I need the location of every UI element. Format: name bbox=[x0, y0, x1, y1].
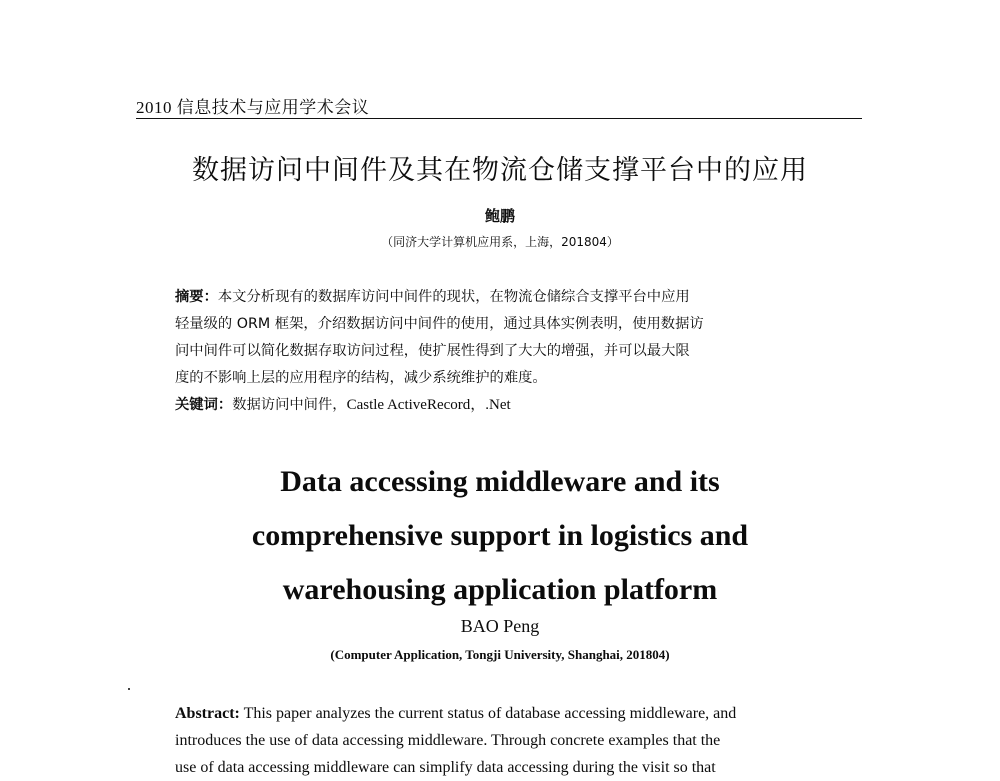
en-abstract-label: Abstract: bbox=[175, 705, 240, 722]
running-header: 2010 信息技术与应用学术会议 bbox=[136, 98, 370, 117]
en-title-line: warehousing application platform bbox=[282, 573, 718, 606]
header-rule bbox=[136, 118, 862, 119]
en-abstract-line: use of data accessing middleware can simplify data accessing during the visit so that bbox=[175, 759, 716, 776]
en-abstract bbox=[175, 700, 835, 781]
en-paper-title bbox=[0, 455, 1000, 617]
zh-abstract-line: 问中间件可以简化数据存取访问过程，使扩展性得到了大大的增强，并可以最大限 bbox=[175, 343, 690, 359]
zh-abstract-label: 摘要： bbox=[175, 289, 218, 305]
zh-keywords-label: 关键词： bbox=[175, 397, 233, 413]
en-abstract-line: introduces the use of data accessing middleware. Through concrete examples that the bbox=[175, 732, 721, 749]
en-abstract-line bbox=[175, 700, 835, 727]
zh-keywords-text: 数据访问中间件， bbox=[232, 397, 347, 413]
scan-speck bbox=[128, 688, 130, 690]
zh-author: 鲍鹏 bbox=[484, 207, 515, 225]
zh-abstract-text: 本文分析现有的数据库访问中间件的现状，在物流仓储综合支撑平台中应用 bbox=[217, 289, 690, 305]
en-author: BAO Peng bbox=[460, 616, 540, 636]
zh-keywords-latin: Castle ActiveRecord，.Net bbox=[346, 397, 511, 413]
en-title-line: Data accessing middleware and its bbox=[280, 465, 720, 498]
zh-abstract-line: 轻量级的 ORM 框架，介绍数据访问中间件的使用，通过具体实例表明，使用数据访 bbox=[175, 316, 704, 332]
en-abstract-text: This paper analyzes the current status of database accessing middleware, and bbox=[239, 705, 737, 722]
zh-abstract-line: 度的不影响上层的应用程序的结构，减少系统维护的难度。 bbox=[175, 370, 547, 386]
en-title-line: comprehensive support in logistics and bbox=[251, 519, 749, 552]
zh-abstract-line bbox=[175, 284, 830, 311]
zh-abstract bbox=[175, 284, 830, 419]
zh-affiliation: （同济大学计算机应用系，上海，201804） bbox=[381, 235, 619, 249]
zh-paper-title: 数据访问中间件及其在物流仓储支撑平台中的应用 bbox=[192, 155, 808, 186]
en-affiliation: (Computer Application, Tongji University, Shanghai, 201804) bbox=[330, 647, 670, 662]
zh-keywords bbox=[175, 392, 830, 419]
